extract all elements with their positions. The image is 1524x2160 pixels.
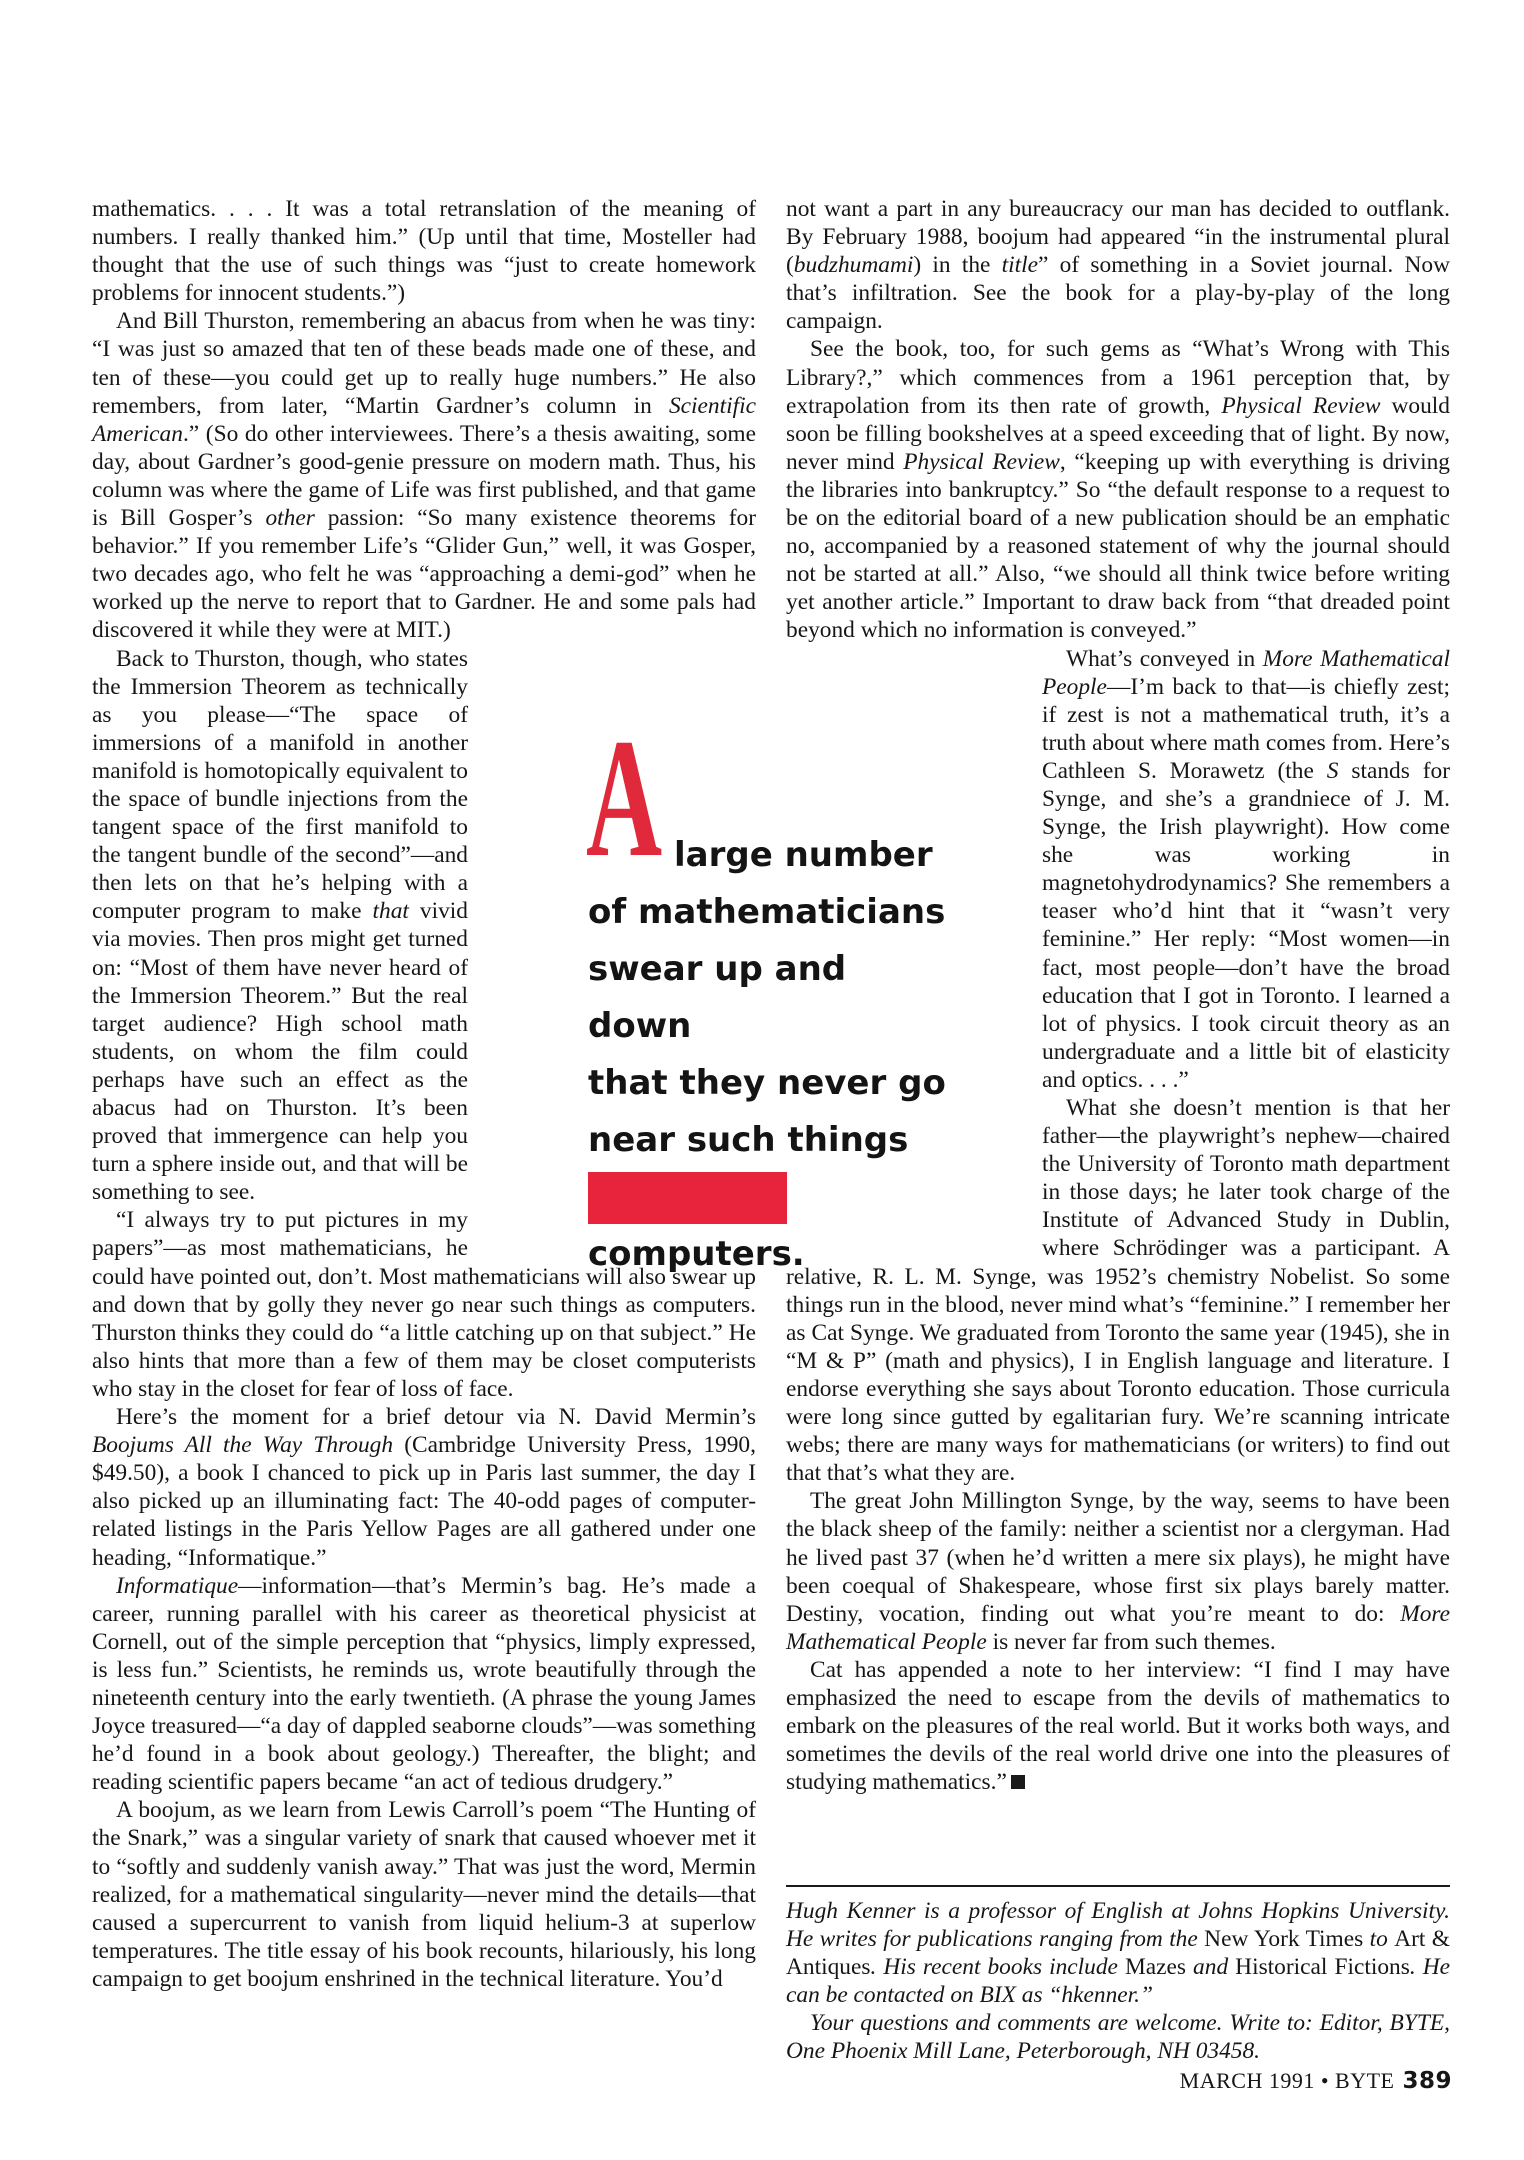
paragraph bbox=[786, 1656, 1450, 1796]
pull-quote-initial: A bbox=[586, 704, 663, 892]
bio-divider bbox=[786, 1885, 1450, 1887]
paragraph-text: —I’m back to that—is chiefly zest; if zest is not a mathematical truth, it’s a truth about where math comes from. Here’s Cathleen S. Morawetz (the bbox=[1042, 673, 1450, 784]
italic-title: Boojums All the Way Through bbox=[92, 1432, 394, 1459]
publication-name: New York Times bbox=[1204, 1926, 1364, 1953]
paragraph-text: ) in the bbox=[913, 252, 1002, 279]
book-title: Mazes bbox=[1124, 1954, 1187, 1981]
bio-fragment: Hugh Kenner is a professor of English at Johns Hopkins University. He writes for publications ranging from the bbox=[786, 1898, 1450, 1953]
book-title: Historical Fictions bbox=[1235, 1954, 1410, 1981]
italic-word: that bbox=[372, 898, 409, 925]
paragraph-text: is never far from such themes. bbox=[986, 1628, 1276, 1655]
issue-label: MARCH 1991 • BYTE bbox=[1179, 2068, 1395, 2093]
paragraph-text: And Bill Thurston, remembering an abacus from when he was tiny: “I was just so amazed that ten of these beads made one of these, and ten of these—you could get up to really huge numbers.” He also remembers, from later, “Martin Gardner’s column in bbox=[92, 308, 756, 419]
paragraph-text: What she doesn’t mention is that her father—the playwright’s nephew—chaired the University of Toronto math department in those days; he later took charge of the Institute of Advanced Study in Dublin, where Schrödinger was a participant. A relative, R. L. M. Synge, was 1952’s chemistry Nobelist. So some things run in the blood, never mind what’s “feminine.” I remember her as Cat Synge. We graduated from Toronto the same year (1945), she in “M & P” (math and physics), I in English language and literature. I endorse everything she says about Toronto education. Those curricula were long since gutted by egalitarian fury. We’re scanning intricate webs; there are many ways for mathematicians (or writers) to find out that that’s what they are. bbox=[786, 1095, 1450, 1487]
paragraph bbox=[786, 1487, 1450, 1656]
bio-fragment: to bbox=[1363, 1926, 1395, 1953]
pull-quote-line: that they never go bbox=[588, 1063, 946, 1103]
paragraph-text: passion: “So many existence theorems for behavior.” If you remember Life’s “Glider Gun,” well, it was Gosper, two decades ago, who felt he was “approaching a demi-god” when he worked up the nerve to report that to Gardner. He and some pals had discovered it while they were at MIT.) bbox=[92, 505, 756, 644]
paragraph-text: stands for Synge, and she’s a grandniece of J. M. Synge, the Irish playwright). How come she was working in magnetohydrodynamics? She remembers a teaser who’d hint that it “wasn’t very feminine.” Her reply: “Most women—in fact, most people—don’t have the broad education that I got in Toronto. I learned a lot of physics. I took circuit theory as an undergraduate and a little bit of elasticity and optics. . . .” bbox=[1042, 757, 1450, 1093]
pull-quote-line: computers. bbox=[588, 1234, 805, 1274]
paragraph-text: (Cambridge University Press, 1990, $49.50), a book I chanced to pick up in Paris last summer, the day I also picked up an illuminating fact: The 40-odd pages of computer-related listings in the Paris Yellow Pages are all gathered under one heading, “Informatique.” bbox=[92, 1432, 756, 1571]
pull-quote-line: of mathematicians bbox=[588, 892, 946, 932]
bio-fragment: . His recent books include bbox=[870, 1954, 1125, 1981]
italic-word: budzhumami bbox=[793, 252, 914, 279]
bio-fragment: . He can be contacted on BIX as “hkenner.” bbox=[786, 1954, 1450, 2009]
pull-quote-line: near such things bbox=[588, 1120, 909, 1160]
paragraph-text: .” (So do other interviewees. There’s a thesis awaiting, some day, about Gardner’s good-genie pressure on modern math. Thus, his column was where the game of Life was first published, and that game is Bill Gosper’s bbox=[92, 420, 756, 532]
italic-title: Scientific American bbox=[92, 392, 756, 447]
paragraph-text: Back to Thurston, though, who states the Immersion Theorem as technically as you please—“The space of immersions of a manifold in another manifold is homotopically equivalent to the space of bundle injections from the tangent space of the first manifold to the tangent bundle of the second”—and then lets on that he’s helping with a computer program to make bbox=[92, 645, 468, 925]
paragraph bbox=[92, 195, 756, 307]
paragraph-text: would soon be filling bookshelves at a speed exceeding that of light. By now, never mind bbox=[786, 392, 1450, 475]
paragraph-text: “I always try to put pictures in my papers”—as most mathematicians, he could have pointed out, don’t. Most mathematicians will also swear up and down that by golly they never go near such things as computers. Thurston thinks they could do “a little catching up on that subject.” He also hints that more than a few of them may be closet computerists who stay in the closet for fear of loss of face. bbox=[92, 1207, 756, 1402]
italic-title: More Mathematical People bbox=[1042, 645, 1450, 700]
italic-title: Physical Review bbox=[903, 448, 1060, 475]
paragraph bbox=[92, 307, 756, 644]
paragraph-text: What’s conveyed in bbox=[1066, 645, 1263, 672]
italic-title: Physical Review bbox=[1221, 392, 1381, 419]
page-number: 389 bbox=[1402, 2068, 1452, 2094]
paragraph-text: A boojum, as we learn from Lewis Carroll’s poem “The Hunting of the Snark,” was a singular variety of snark that caused whoever met it to “softly and suddenly vanish away.” That was just the word, Mermin realized, for a mathematical singularity—never mind the details—that caused a supercurrent to vanish from liquid helium-3 at superlow temperatures. The title essay of his book recounts, hilariously, his long campaign to get boojum enshrined in the technical literature. You’d bbox=[92, 1797, 756, 1992]
paragraph bbox=[786, 335, 1450, 644]
paragraph-text: —information—that’s Mermin’s bag. He’s made a career, running parallel with his career as theoretical physicist at Cornell, out of the simple perception that “physics, limply expressed, is less fun.” Scientists, he reminds us, wrote beautifully through the nineteenth century into the early twentieth. (A phrase the young James Joyce treasured—“a day of dappled seaborne clouds”—was something he’d found in a book about geology.) Thereafter, the blight; and reading scientific papers became “an act of tedious drudgery.” bbox=[92, 1572, 756, 1796]
bio-text bbox=[786, 1897, 1450, 2009]
paragraph bbox=[92, 1572, 756, 1797]
italic-word: Informatique bbox=[116, 1572, 239, 1599]
pull-quote-line: large number bbox=[674, 835, 933, 875]
italic-word: S bbox=[1326, 757, 1339, 784]
publication-name: Art & Antiques bbox=[786, 1926, 1450, 1981]
page-footer bbox=[1180, 2068, 1452, 2094]
italic-word: title bbox=[1001, 252, 1039, 279]
paragraph-text: mathematics. . . . It was a total retranslation of the meaning of numbers. I really thanked him.” (Up until that time, Mosteller had thought that the use of such things was “just to create homework problems for innocent students.”) bbox=[92, 196, 756, 307]
paragraph-text: Cat has appended a note to her interview: “I find I may have emphasized the need to escape from the devils of mathematics to embark on the pleasures of the real world. But it works both ways, and sometimes the devils of the real world drive one into the pleasures of studying mathematics.” bbox=[786, 1656, 1450, 1796]
italic-title: More Mathematical People bbox=[786, 1600, 1450, 1655]
pull-quote-color-bar bbox=[588, 1172, 787, 1224]
author-bio bbox=[786, 1897, 1450, 2066]
end-mark-icon bbox=[1011, 1775, 1025, 1789]
paragraph-text: Here’s the moment for a brief detour via N. David Mermin’s bbox=[116, 1404, 756, 1431]
paragraph-text: , “keeping up with everything is driving the libraries into bankruptcy.” So “the default response to a request to be on the editorial board of a new publication should be an emphatic no, accompanied by a reasoned statement of why the journal should not be started at all.” Also, “we should all think twice before writing yet another article.” Important to draw back from “that dreaded point beyond which no information is conveyed.” bbox=[786, 448, 1450, 644]
paragraph-text: vivid via movies. Then pros might get turned on: “Most of them have never heard of the Immersion Theorem.” But the real target audience? High school math students, on whom the film could perhaps have such an effect as the abacus had on Thurston. It’s been proved that immergence can help you turn a sphere inside out, and that will be something to see. bbox=[92, 898, 468, 1206]
paragraph-text: See the book, too, for such gems as “What’s Wrong with This Library?,” which commences from a 1961 perception that, by extrapolation from its then rate of growth, bbox=[786, 336, 1450, 419]
pull-quote-line: swear up and down bbox=[588, 949, 847, 1046]
paragraph-text: ” of something in a Soviet journal. Now that’s infiltration. See the book for a play-by-play of the long campaign. bbox=[786, 252, 1450, 335]
italic-word: other bbox=[265, 505, 315, 532]
bio-fragment: and bbox=[1186, 1954, 1236, 1981]
paragraph bbox=[92, 1796, 756, 1993]
paragraph bbox=[786, 195, 1450, 335]
paragraph-text: not want a part in any bureaucracy our man has decided to outflank. By February 1988, boojum had appeared “in the instrumental plural ( bbox=[786, 196, 1450, 279]
contact-info: Your questions and comments are welcome. Write to: Editor, BYTE, One Phoenix Mill Lane, Peterborough, NH 03458. bbox=[786, 2010, 1450, 2065]
paragraph bbox=[92, 1403, 756, 1572]
paragraph-text: The great John Millington Synge, by the way, seems to have been the black sheep of the family: neither a scientist nor a clergyman. Had he lived past 37 (when he’d written a mere six plays), he might have been coequal of Shakespeare, whose first six plays barely matter. Destiny, vocation, finding out what you’re meant to do: bbox=[786, 1488, 1450, 1627]
